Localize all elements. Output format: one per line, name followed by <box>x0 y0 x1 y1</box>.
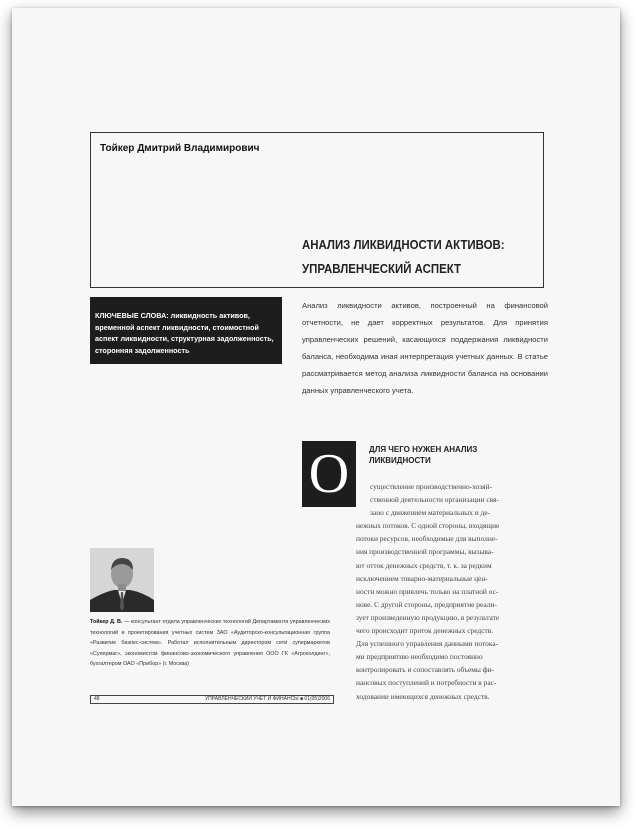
author-name: Тойкер Дмитрий Владимирович <box>100 143 260 154</box>
body-line: нежных потоков. С одной стороны, входящие <box>356 521 500 531</box>
body-line: ния производственной программы, вызыва- <box>356 547 494 557</box>
keywords-box <box>90 297 282 364</box>
body-line: ют отток денежных средств, т. к. за редким <box>356 560 492 570</box>
title-line-2: УПРАВЛЕНЧЕСКИЙ АСПЕКТ <box>302 261 462 276</box>
bio-name: Тойкер Д. В. <box>90 619 123 625</box>
keywords-label: КЛЮЧЕВЫЕ СЛОВА: <box>95 311 169 320</box>
issue-number: 01(05)2006 <box>304 696 330 702</box>
article-abstract: Анализ ликвидности активов, построенный на финансовой отчетности, не дает корректных результатов. Для принятия управленческих решений, касающихся поддержания ликвидности баланса, необходима иная интерпретация учетных данных. В статье рассматривается метод анализа ликвидности баланса на основании данных управленческого учета. <box>302 301 548 395</box>
article-body <box>356 480 546 703</box>
section-heading-line-1: ДЛЯ ЧЕГО НУЖЕН АНАЛИЗ <box>369 445 478 454</box>
square-bullet-icon: ■ <box>300 696 304 702</box>
bio-text: — консультант отдела управленческих технологий Департамента управленческих технологий и проектирования учетных систем ЗАО «Аудиторско-консультационная группа «Развитие бизнес-систем». Работал исполнительным директором сети супермаркетов «Супермаг», экономистом финансово-экономического управления ООО ГК «Агрохолдинг», бухгалтером ОАО «Прибор» (г. Москва) <box>90 619 331 668</box>
body-line: исключением товарно-материальные цен- <box>356 573 488 583</box>
footer-journal <box>205 696 330 703</box>
section-heading-line-2: ЛИКВИДНОСТИ <box>369 456 431 465</box>
body-line: ственной деятельности организации свя- <box>370 495 499 505</box>
keywords-text: ликвидность активов, временной аспект ликвидности, стоимостной аспект ликвидности, структурная задолженность, сторонняя задолженность <box>95 311 274 355</box>
author-portrait-icon <box>90 548 154 612</box>
body-line: нове. С другой стороны, предприятие реали- <box>356 599 497 609</box>
author-photo <box>90 548 154 612</box>
page-number: 48 <box>94 696 100 702</box>
body-line: зует произведенную продукцию, в результате <box>356 612 500 622</box>
drop-cap: О <box>302 441 356 507</box>
body-line: Для успешного управления данными потока- <box>356 639 499 649</box>
body-line: контролировать и сопоставлять объемы фи- <box>356 665 494 675</box>
body-line: ми предприятию необходимо постоянно <box>356 652 483 662</box>
body-line: ности можно привлечь только на платной ос- <box>356 586 499 596</box>
body-line: нансовых поступлений и потребности в рас- <box>356 678 497 688</box>
body-line: чего происходит приток денежных средств. <box>356 626 494 636</box>
body-line: зано с движением материальных и де- <box>370 508 491 518</box>
body-line: ходовании имеющихся денежных средств. <box>356 691 490 701</box>
article-title <box>302 233 505 281</box>
section-heading <box>369 444 477 466</box>
journal-name: УПРАВЛЕНЧЕСКИЙ УЧЕТ И ФИНАНСЫ <box>204 696 299 702</box>
author-bio <box>90 617 330 670</box>
title-line-1: АНАЛИЗ ЛИКВИДНОСТИ АКТИВОВ: <box>302 237 505 252</box>
body-line: существление производственно-хозяй- <box>370 482 492 491</box>
body-line: потоки ресурсов, необходимые для выполне- <box>356 534 498 544</box>
page-footer <box>90 695 334 704</box>
